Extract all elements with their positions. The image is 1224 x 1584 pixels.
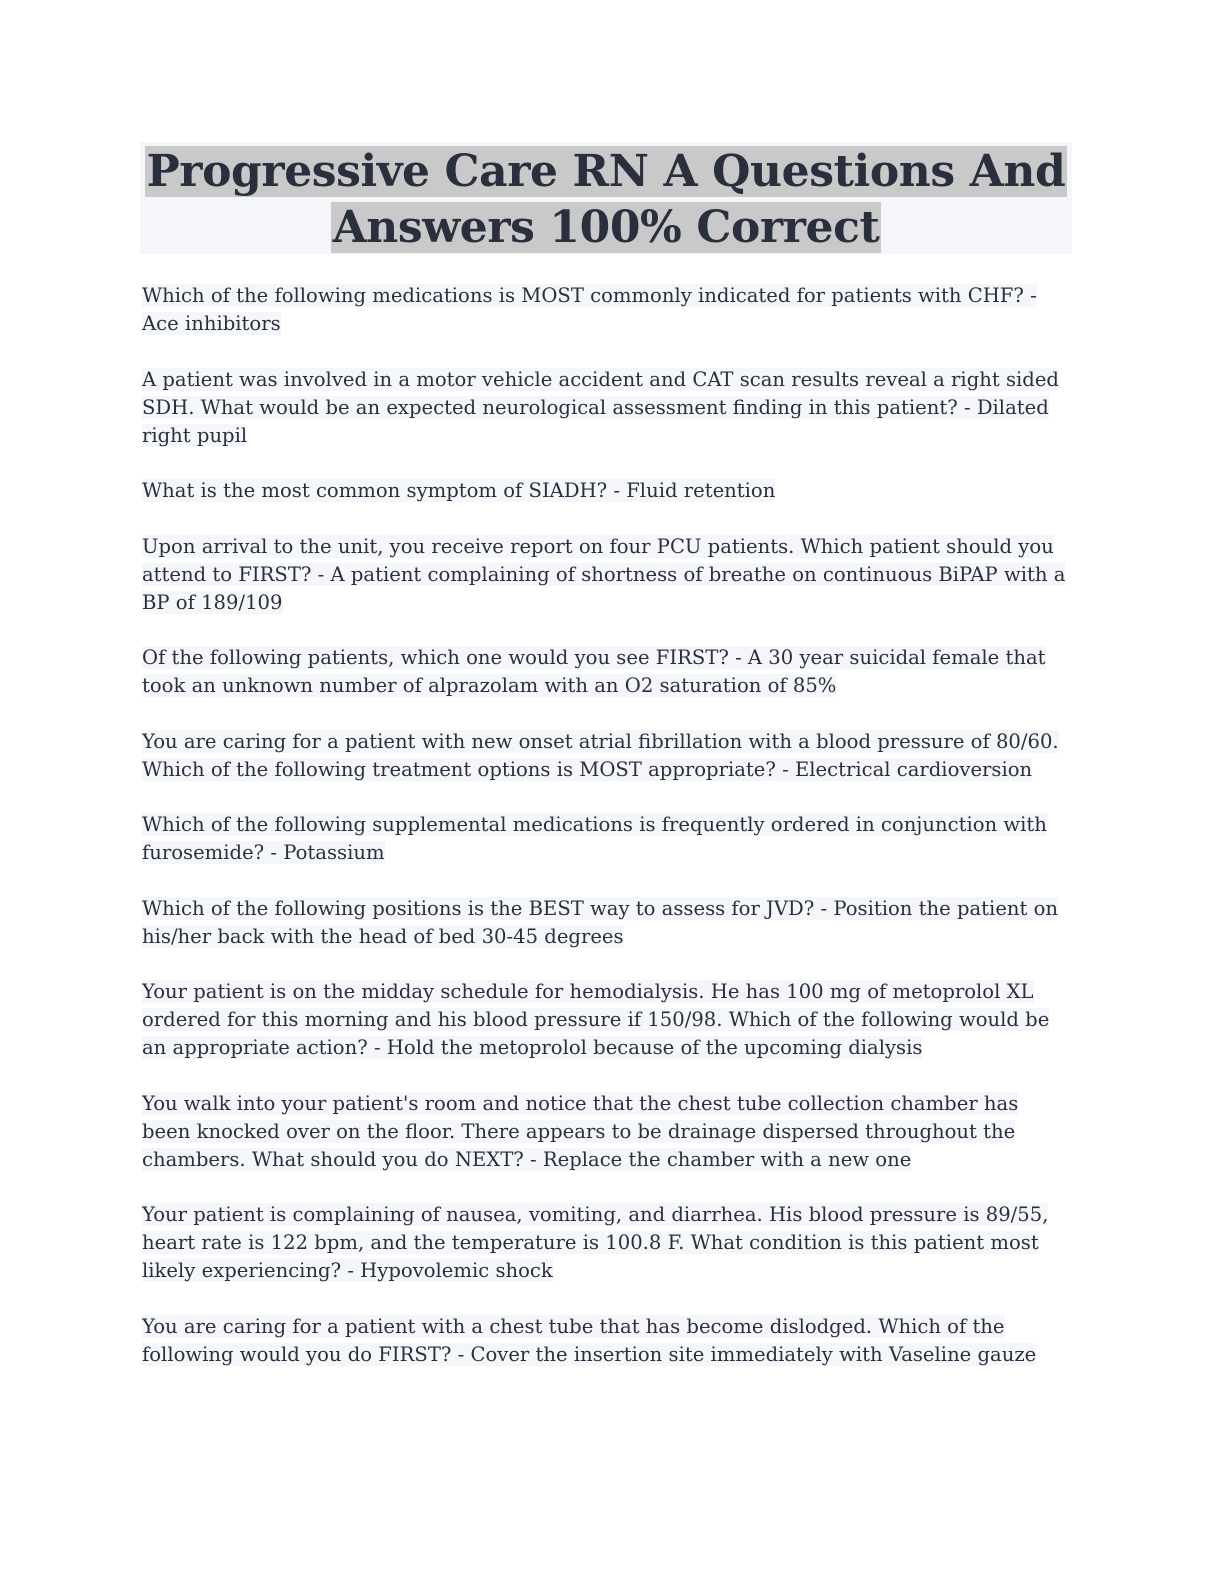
qa-text: Upon arrival to the unit, you receive report on four PCU patients. Which patient should you attend to FIRST? - A patient complaining of shortness of breathe on continuous BiPAP with a BP of 189/109	[142, 534, 1066, 614]
title-block	[140, 142, 1072, 254]
qa-text: Your patient is complaining of nausea, vomiting, and diarrhea. His blood pressure is 89/55, heart rate is 122 bpm, and the temperature is 100.8 F. What condition is this patient most likely experiencing? - Hypovolemic shock	[142, 1203, 1049, 1282]
qa-item	[142, 728, 1072, 784]
qa-item	[142, 644, 1072, 700]
qa-item	[142, 282, 1072, 338]
qa-text: You walk into your patient's room and notice that the chest tube collection chamber has been knocked over on the floor. There appears to be drainage dispersed throughout the chambers. What should you do NEXT? - Replace the chamber with a new one	[142, 1091, 1019, 1171]
qa-text: You are caring for a patient with new onset atrial fibrillation with a blood pressure of 80/60. Which of the following treatment options is MOST appropriate? - Electrical cardioversion	[142, 729, 1059, 781]
qa-text: Which of the following positions is the BEST way to assess for JVD? - Position the patient on his/her back with the head of bed 30-45 degrees	[142, 896, 1059, 948]
document-title	[140, 144, 1072, 256]
qa-item	[142, 366, 1072, 450]
qa-text: You are caring for a patient with a chest tube that has become dislodged. Which of the following would you do FIRST? - Cover the insertion site immediately with Vaseline gauze	[142, 1314, 1037, 1366]
qa-item	[142, 811, 1072, 867]
qa-item	[142, 477, 1072, 505]
qa-list	[140, 282, 1072, 1369]
qa-text: A patient was involved in a motor vehicle accident and CAT scan results reveal a right sided SDH. What would be an expected neurological assessment finding in this patient? - Dilated right pupil	[142, 367, 1059, 447]
qa-text: Which of the following supplemental medications is frequently ordered in conjunction with furosemide? - Potassium	[142, 813, 1047, 864]
qa-item	[142, 978, 1072, 1062]
qa-text: Which of the following medications is MOST commonly indicated for patients with CHF? - Ace inhibitors	[142, 284, 1037, 335]
qa-item	[142, 895, 1072, 951]
qa-text: Your patient is on the midday schedule for hemodialysis. He has 100 mg of metoprolol XL ordered for this morning and his blood pressure if 150/98. Which of the following would be an appropriate action? - Hold the metoprolol because of the upcoming dialysis	[142, 980, 1050, 1059]
document-page	[140, 142, 1072, 1396]
qa-text: Of the following patients, which one would you see FIRST? - A 30 year suicidal female that took an unknown number of alprazolam with an O2 saturation of 85%	[142, 646, 1046, 697]
qa-item	[142, 1201, 1072, 1285]
qa-text: What is the most common symptom of SIADH? - Fluid retention	[142, 479, 776, 502]
qa-item	[142, 533, 1072, 617]
document-title-text: Progressive Care RN A Questions And Answers 100% Correct	[146, 146, 1066, 253]
qa-item	[142, 1313, 1072, 1369]
qa-item	[142, 1090, 1072, 1174]
